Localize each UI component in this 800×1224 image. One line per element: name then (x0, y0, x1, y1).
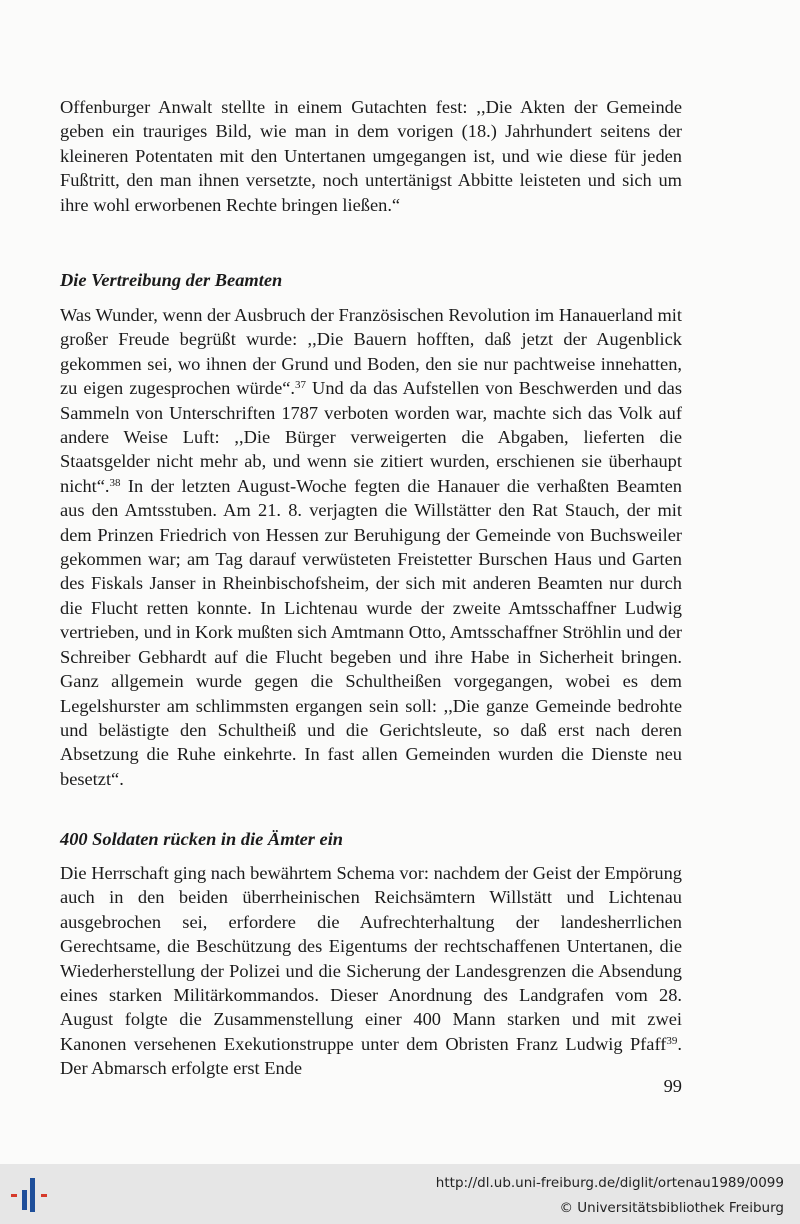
paragraph-gutachten (60, 95, 682, 217)
paragraph-soldaten (60, 861, 682, 1081)
paragraph-text: Offenburger Anwalt stellte in einem Gutachten fest: ,,Die Akten der Gemeinde geben ein trauriges Bild, wie man in dem vorigen (18.) Jahrhundert seitens der kleineren Potentaten mit den Untertanen umgegangen ist, und wie diese für jeden Fußtritt, den man ihnen versetzte, noch untertänigst Abbitte leisteten und sich um ihre wohl erworbenen Rechte bringen ließen.“ (60, 97, 682, 215)
section-heading-soldaten: 400 Soldaten rücken in die Ämter ein (60, 829, 344, 849)
footer-bar (0, 1164, 800, 1224)
paragraph-text: Was Wunder, wenn der Ausbruch der Französischen Revolution im Hanauerland mit großer Freude begrüßt wurde: ,,Die Bauern hofften, daß jetzt der Augenblick gekommen sei, wo ihnen der Grund und Boden, den sie nur pachtweise innehatten, zu eigen zugesprochen würde“. (60, 305, 682, 399)
logo-bar-blue-short (22, 1190, 27, 1210)
footnote-ref-38: 38 (109, 476, 121, 489)
footer-copyright: © Universitätsbibliothek Freiburg (559, 1200, 784, 1216)
ub-freiburg-logo-icon[interactable] (8, 1176, 52, 1216)
page-number: 99 (663, 1076, 682, 1096)
paragraph-text: In der letzten August-Woche fegten die Hanauer die verhaßten Beamten aus den Amtsstuben. Am 21. 8. verjagten die Willstätter den Rat Stauch, der mit dem Prinzen Friedrich von Hessen zur Beruhigung der Gemeinde von Buchsweiler gekommen war; am Tag darauf verwüsteten Freistetter Burschen Haus und Garten des Fiskals Janser in Rheinbischofsheim, der sich mit anderen Beamten nur durch die Flucht retten konnte. In Lichtenau wurde der zweite Amtsschaffner Ludwig vertrieben, und in Kork mußten sich Amtmann Otto, Amtsschaffner Ströhlin und der Schreiber Gebhardt auf die Flucht begeben und ihre Habe in Sicherheit bringen. Ganz allgemein wurde gegen die Schultheißen vorgegangen, wobei es dem Legelshurster am schlimmsten ergangen sein soll: ,,Die ganze Gemeinde bedrohte und belästigte den Schultheiß und die Gerichtsleute, so daß erst nach deren Absetzung die Ruhe einkehrte. In fast allen Gemeinden wurden die Dienste neu besetzt“. (60, 475, 682, 789)
logo-bar-red-right (41, 1194, 47, 1197)
logo-bar-red-left (11, 1194, 17, 1197)
logo-bar-blue-tall (30, 1178, 35, 1212)
paragraph-vertreibung (60, 303, 682, 791)
paragraph-text: . Der Abmarsch erfolgte erst Ende (60, 1033, 682, 1079)
footnote-ref-37: 37 (295, 379, 307, 392)
paragraph-text: Und da das Aufstellen von Beschwerden und das Sammeln von Unterschriften 1787 verboten worden war, machte sich das Volk auf andere Weise Luft: ,,Die Bürger verweigerten die Abgaben, lieferten die Staatsgelder nicht mehr ab, und wenn sie zitiert wurden, erschienen sie überhaupt nicht“. (60, 378, 682, 496)
paragraph-text: Die Herrschaft ging nach bewährtem Schema vor: nachdem der Geist der Empörung auch in den beiden überrheinischen Reichsämtern Willstätt und Lichtenau ausgebrochen sei, erfordere die Aufrechterhaltung der landesherrlichen Gerechtsame, die Beschützung des Eigentums der rechtschaffenen Untertanen, die Wiederherstellung der Polizei und die Sicherung der Landesgrenzen die Absendung eines starken Militärkommandos. Dieser Anordnung des Landgrafen vom 28. August folgte die Zusammenstellung einer 400 Mann starken und mit zwei Kanonen versehenen Exekutionstruppe unter dem Obristen Franz Ludwig Pfaff (60, 863, 682, 1054)
section-heading-vertreibung: Die Vertreibung der Beamten (60, 270, 283, 290)
footer-url-link[interactable]: http://dl.ub.uni-freiburg.de/diglit/ortenau1989/0099 (435, 1175, 784, 1191)
footnote-ref-39: 39 (666, 1034, 678, 1047)
